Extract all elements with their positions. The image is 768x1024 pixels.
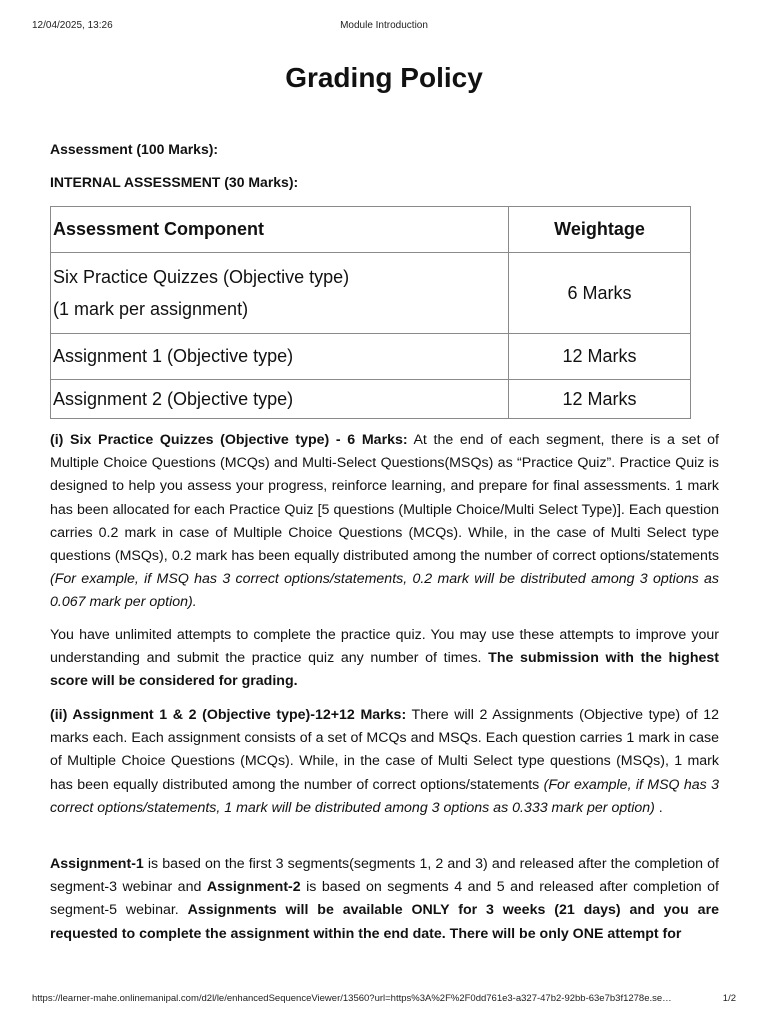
assignments-paragraph bbox=[50, 704, 719, 820]
print-footer bbox=[32, 993, 736, 1005]
practice-quiz-heading: (i) Six Practice Quizzes (Objective type) - 6 Marks: bbox=[50, 432, 408, 448]
internal-assessment-label: INTERNAL ASSESSMENT (30 Marks): bbox=[50, 174, 299, 190]
assignments-text: There will 2 Assignments (Objective type) of 12 marks each. Each assignment consists of a set of MCQs and MSQs. Each question carries 1 mark in case of Multiple Choice Questions (MCQs). While, in the case of Multi Select type questions (MSQs), 1 mark has been equally distributed among the number of correct options/statements bbox=[50, 707, 720, 793]
header-component: Assessment Component bbox=[51, 207, 509, 253]
table-row bbox=[51, 334, 691, 380]
attempts-text: You have unlimited attempts to complete the practice quiz. You may use these attempts to improve your understanding and submit the practice quiz any number of times. bbox=[50, 627, 719, 667]
attempts-highlight: The submission with the highest score will be considered for grading. bbox=[50, 650, 719, 690]
attempts-paragraph bbox=[50, 624, 719, 694]
assignments-heading: (ii) Assignment 1 & 2 (Objective type)-12+12 Marks: bbox=[50, 707, 407, 723]
component-note: (1 mark per assignment) bbox=[53, 299, 249, 319]
weightage-cell: 6 Marks bbox=[509, 253, 691, 334]
page-title: Grading Policy bbox=[285, 62, 483, 93]
print-header bbox=[32, 20, 736, 34]
weightage-cell: 12 Marks bbox=[509, 380, 691, 419]
header-weightage: Weightage bbox=[509, 207, 691, 253]
assignment-1-label: Assignment-1 bbox=[50, 856, 144, 872]
print-datetime: 12/04/2025, 13:26 bbox=[32, 20, 113, 31]
release-schedule-paragraph bbox=[50, 853, 719, 946]
print-url: https://learner-mahe.onlinemanipal.com/d2l/le/enhancedSequenceViewer/13560?url=https%3A%2F%2F0dd761e3-a327-47b2-92bb-63e7b3f1278e.se… bbox=[32, 993, 672, 1004]
release-text-1: is based on the first 3 segments(segments 1, 2 and 3) and released after the completion of segment-3 webinar and bbox=[50, 856, 719, 896]
assignments-tail: . bbox=[654, 799, 663, 816]
weightage-cell: 12 Marks bbox=[509, 334, 691, 380]
availability-notice: Assignments will be available ONLY for 3 weeks (21 days) and you are requested to complete the assignment within the end date. There will be only ONE attempt for bbox=[50, 902, 719, 942]
practice-quiz-paragraph bbox=[50, 429, 719, 615]
table-row bbox=[51, 380, 691, 419]
assignment-2-label: Assignment-2 bbox=[206, 879, 301, 896]
practice-quiz-text: At the end of each segment, there is a set of Multiple Choice Questions (MCQs) and Multi-Select Questions(MSQs) as “Practice Quiz”. Practice Quiz is designed to help you assess your progress, reinforce learning, and prepare for final assessments. 1 mark has been allocated for each Practice Quiz [5 questions (Multiple Choice/Multi Select Type)]. Each question carries 0.2 mark in case of Multiple Choice Questions (MCQs). While, in the case of Multi Select type questions (MSQs), 0.2 mark has been equally distributed among the number of correct options/statements bbox=[50, 432, 719, 565]
table-row bbox=[51, 253, 691, 334]
assessment-table bbox=[50, 206, 691, 419]
table-header-row bbox=[51, 207, 691, 253]
release-text-2: is based on segments 4 and 5 and released after completion of segment-5 webinar. bbox=[50, 879, 719, 919]
component-cell: Assignment 2 (Objective type) bbox=[51, 380, 509, 419]
component-cell bbox=[51, 253, 509, 334]
component-name: Six Practice Quizzes (Objective type) bbox=[53, 267, 350, 287]
component-cell: Assignment 1 (Objective type) bbox=[51, 334, 509, 380]
practice-quiz-example: (For example, if MSQ has 3 correct options/statements, 0.2 mark will be distributed among 3 options as 0.067 mark per option). bbox=[50, 571, 719, 611]
page-number: 1/2 bbox=[722, 993, 736, 1004]
assignments-example: (For example, if MSQ has 3 correct options/statements, 1 mark will be distributed among 3 options as 0.333 mark per option) bbox=[50, 776, 719, 816]
print-page-title: Module Introduction bbox=[340, 20, 428, 31]
assessment-total-label: Assessment (100 Marks): bbox=[50, 141, 219, 157]
